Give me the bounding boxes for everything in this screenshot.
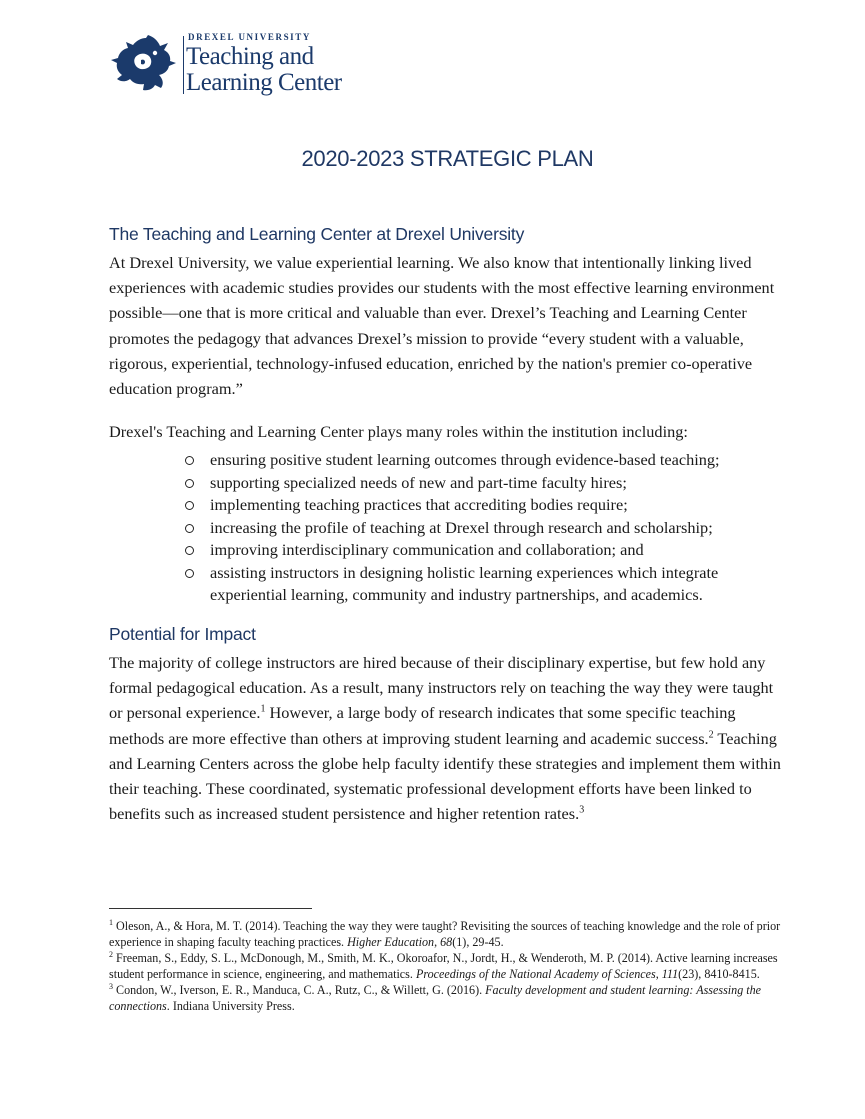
list-item: supporting specialized needs of new and part-time faculty hires; xyxy=(182,472,772,495)
logo-name-line2: Learning Center xyxy=(186,69,342,96)
footnote-divider xyxy=(109,908,312,909)
list-item: implementing teaching practices that accrediting bodies require; xyxy=(182,494,772,517)
logo-name-line1: Teaching and xyxy=(186,43,314,70)
section-heading-about: The Teaching and Learning Center at Drexel University xyxy=(109,224,525,244)
roles-intro: Drexel's Teaching and Learning Center plays many roles within the institution including: xyxy=(109,422,688,441)
bullet-icon xyxy=(185,479,194,488)
footnote: $^1$ Oleson, A., & Hora, M. T. (2014). Teaching the way they were taught? Revisiting the sources of teaching knowledge and the role of prior experience in shaping faculty teaching practices. Higher Education, 68(1), 29-45. xyxy=(109,917,781,949)
logo-university: DREXEL UNIVERSITY xyxy=(188,32,311,42)
list-item: ensuring positive student learning outcomes through evidence-based teaching; xyxy=(182,449,772,472)
footnote-ref[interactable]: 1 xyxy=(260,703,266,715)
list-item: assisting instructors in designing holistic learning experiences which integrate experiential learning, community and industry partnerships, and academics. xyxy=(182,562,772,607)
dragon-icon xyxy=(108,33,180,93)
section-heading-impact: Potential for Impact xyxy=(109,624,256,644)
bullet-icon xyxy=(185,546,194,555)
bullet-icon xyxy=(185,501,194,510)
logo-divider xyxy=(183,36,184,94)
footnotes xyxy=(109,918,789,1014)
bullet-icon xyxy=(185,524,194,533)
page-title: 2020-2023 STRATEGIC PLAN xyxy=(301,146,594,171)
footnote-ref[interactable]: 2 xyxy=(708,729,714,741)
list-item: increasing the profile of teaching at Drexel through research and scholarship; xyxy=(182,517,772,540)
list-item: improving interdisciplinary communication and collaboration; and xyxy=(182,539,772,562)
bullet-icon xyxy=(185,569,194,578)
footnote-ref[interactable]: 3 xyxy=(579,804,585,816)
impact-paragraph: The majority of college instructors are hired because of their disciplinary expertise, but few hold any formal pedagogical education. As a result, many instructors rely on teaching the way they were taught or personal experience.$^1$ However, a large body of research indicates that some specific teaching methods are more effective than others at improving student learning and academic success.$^2$ Teaching and Learning Centers across the globe help faculty identify these strategies and implement them within their teaching. These coordinated, systematic professional development efforts have been linked to benefits such as increased student persistence and higher retention rates.$^3$ xyxy=(109,653,781,824)
roles-list xyxy=(182,449,772,607)
bullet-icon xyxy=(185,456,194,465)
about-paragraph: At Drexel University, we value experiential learning. We also know that intentionally linking lived experiences with academic studies provides our students with the most effective learning environment possible—one that is more critical and valuable than ever. Drexel’s Teaching and Learning Center promotes the pedagogy that advances Drexel’s mission to provide “every student with a valuable, rigorous, experiential, technology-infused education, enriched by the nation's premier co-operative education program.” xyxy=(109,253,775,399)
footnote: $^2$ Freeman, S., Eddy, S. L., McDonough, M., Smith, M. K., Okoroafor, N., Jordt, H., & Wenderoth, M. P. (2014). Active learning increases student performance in science, engineering, and mathematics. Proceedings of the National Academy of Sciences, 111(23), 8410-8415. xyxy=(109,949,778,981)
footnote: $^3$ Condon, W., Iverson, E. R., Manduca, C. A., Rutz, C., & Willett, G. (2016). Faculty development and student learning: Assessing the connections. Indiana University Press. xyxy=(109,981,762,1013)
tlc-logo xyxy=(108,30,368,100)
